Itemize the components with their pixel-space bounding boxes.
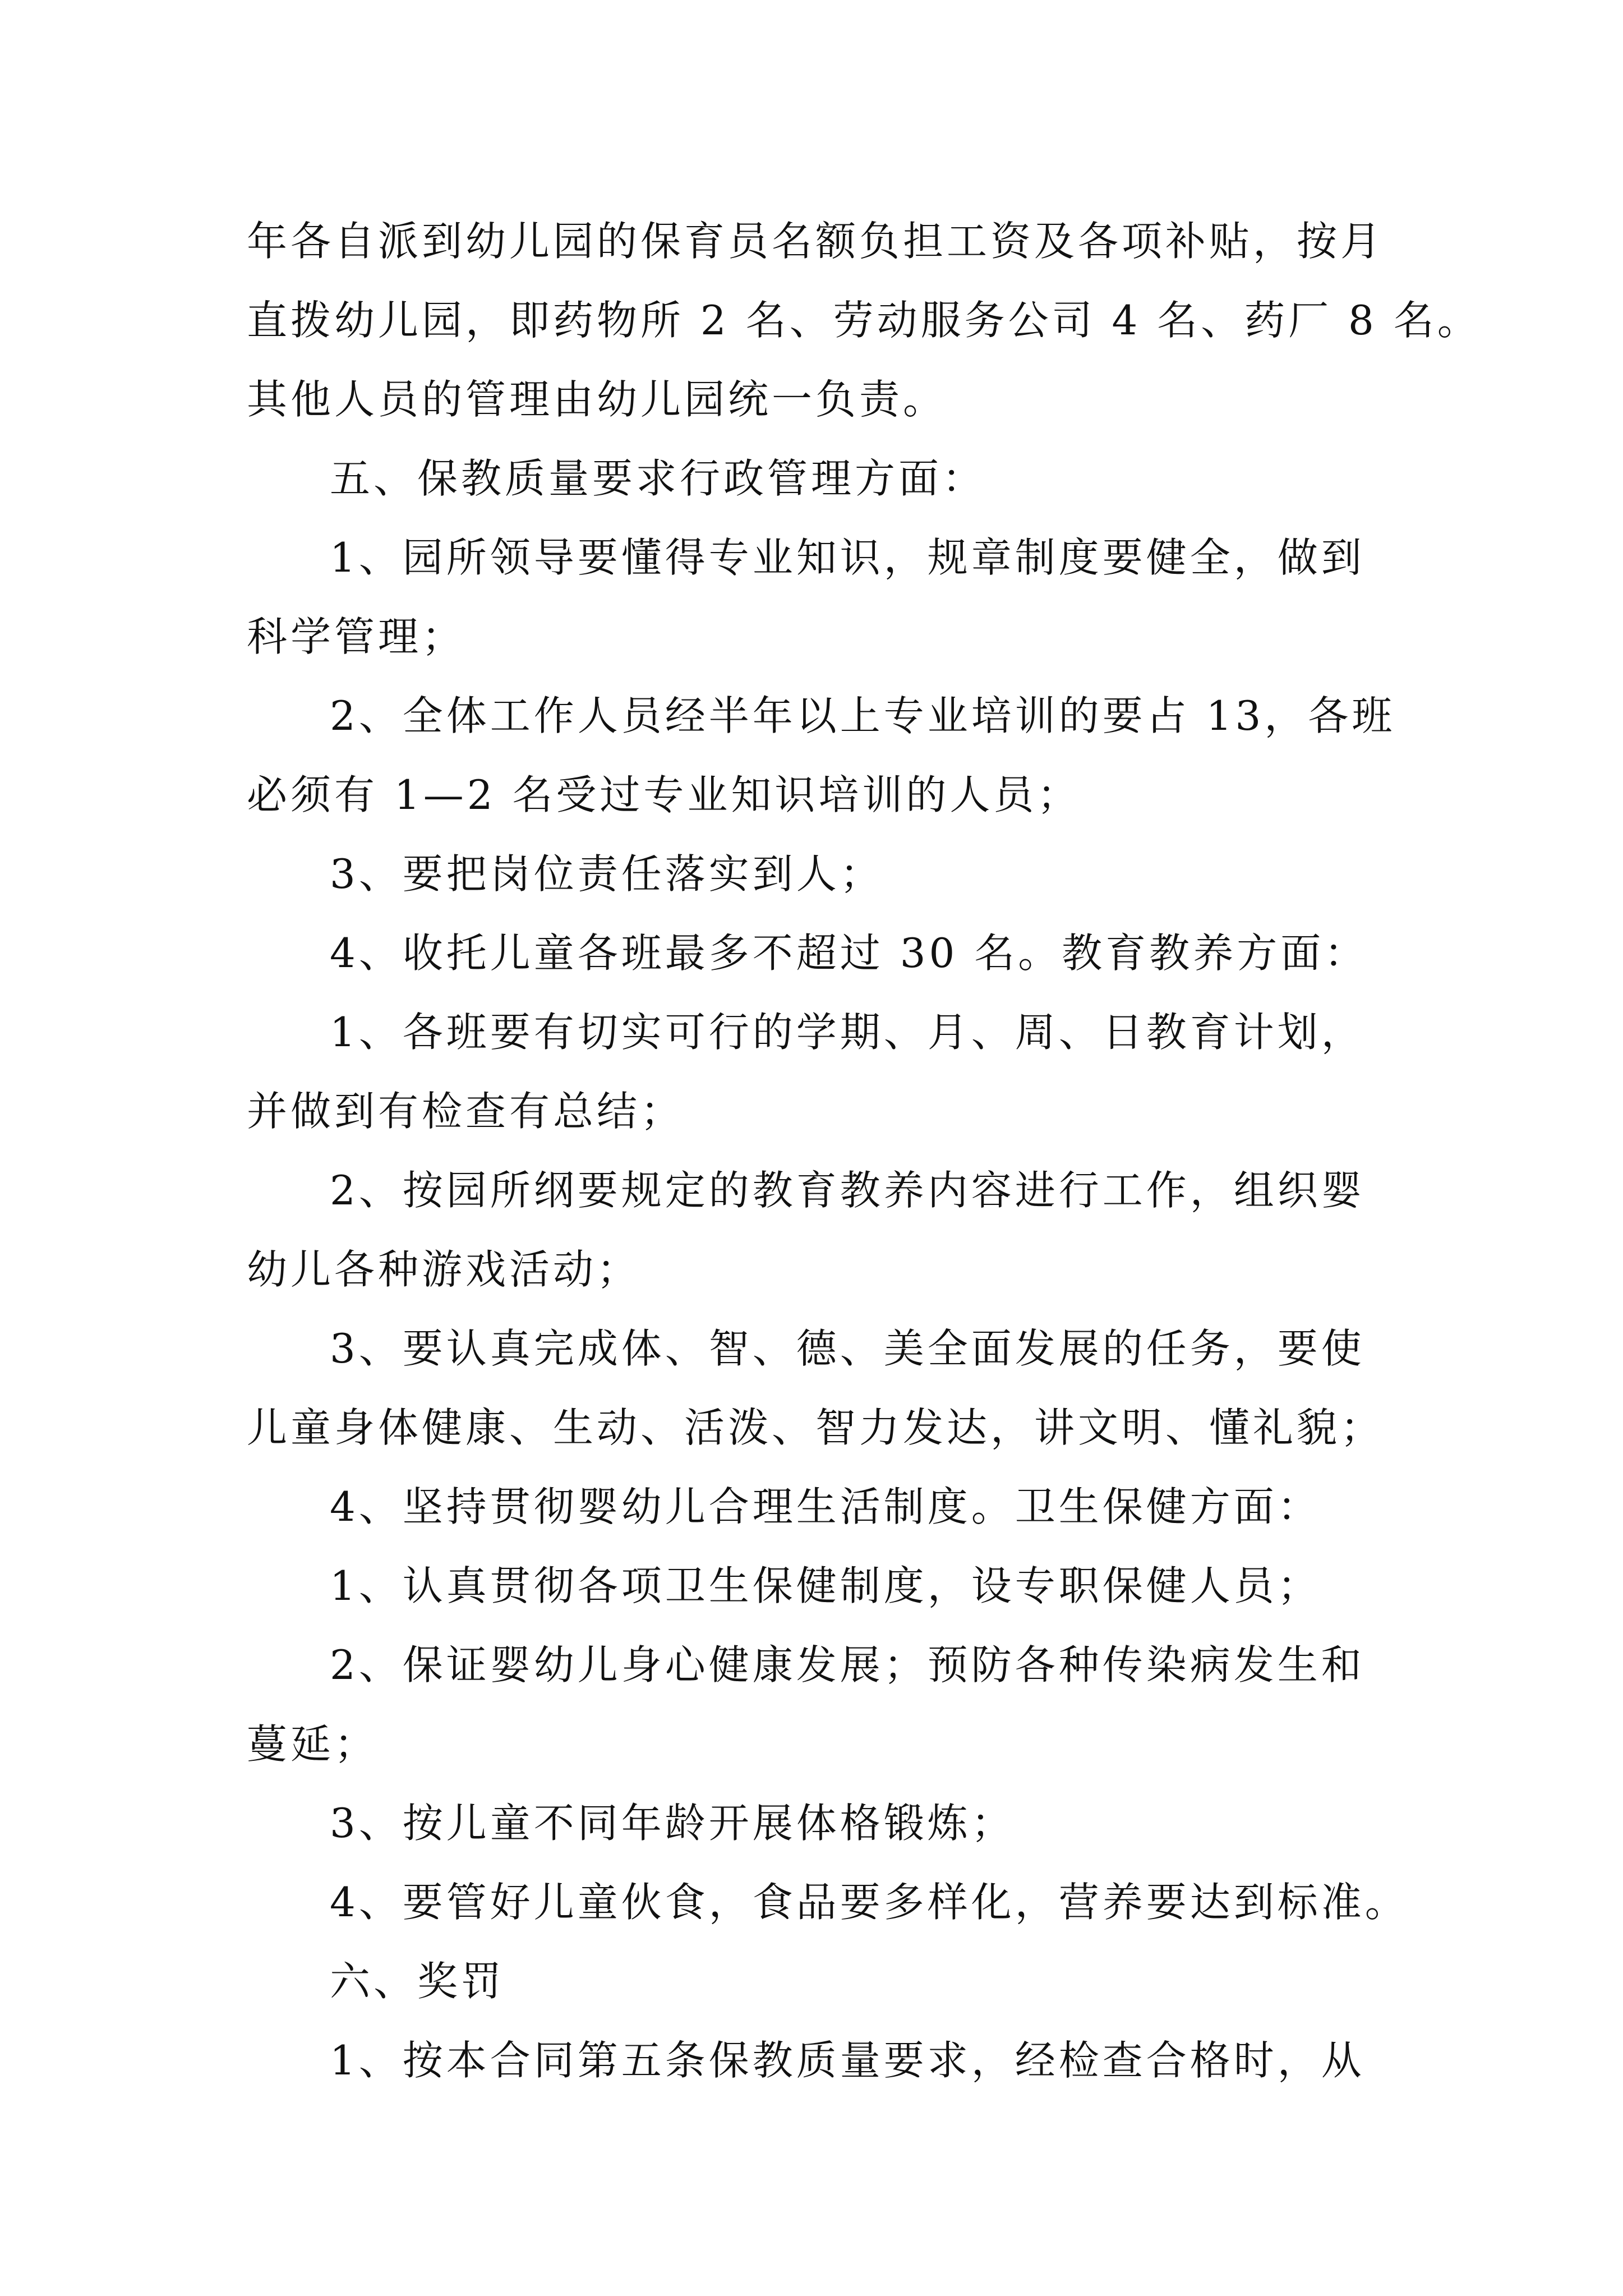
text-line: 1、园所领导要懂得专业知识，规章制度要健全，做到 — [330, 534, 1365, 581]
text-line: 1、各班要有切实可行的学期、月、周、日教育计划， — [330, 1009, 1365, 1056]
text-line: 六、奖罚 — [330, 1958, 505, 2005]
text-line: 幼儿各种游戏活动； — [247, 1246, 641, 1293]
text-line: 3、要认真完成体、智、德、美全面发展的任务，要使 — [330, 1325, 1365, 1372]
text-line: 4、收托儿童各班最多不超过 30 名。教育教养方面： — [330, 930, 1368, 977]
text-line: 科学管理； — [247, 613, 466, 660]
text-line: 五、保教质量要求行政管理方面： — [330, 455, 986, 502]
text-line: 2、全体工作人员经半年以上专业培训的要占 13，各班 — [330, 692, 1396, 739]
text-line: 2、按园所纲要规定的教育教养内容进行工作，组织婴 — [330, 1167, 1365, 1214]
text-line: 直拨幼儿园，即药物所 2 名、劳动服务公司 4 名、药厂 8 名。 — [247, 297, 1481, 344]
text-line: 必须有 1—2 名受过专业知识培训的人员； — [247, 771, 1081, 818]
text-line: 1、按本合同第五条保教质量要求，经检查合格时，从 — [330, 2037, 1365, 2084]
text-line: 2、保证婴幼儿身心健康发展；预防各种传染病发生和 — [330, 1641, 1365, 1688]
text-line: 3、要把岗位责任落实到人； — [330, 850, 884, 898]
text-line: 其他人员的管理由幼儿园统一负责。 — [247, 376, 947, 423]
text-line: 并做到有检查有总结； — [247, 1088, 685, 1135]
text-line: 4、坚持贯彻婴幼儿合理生活制度。卫生保健方面： — [330, 1483, 1321, 1530]
text-line: 儿童身体健康、生动、活泼、智力发达，讲文明、懂礼貌； — [247, 1404, 1385, 1451]
text-line: 4、要管好儿童伙食，食品要多样化，营养要达到标准。 — [330, 1879, 1409, 1926]
text-line: 3、按儿童不同年龄开展体格锻炼； — [330, 1800, 1015, 1847]
text-line: 1、认真贯彻各项卫生保健制度，设专职保健人员； — [330, 1562, 1321, 1609]
text-line: 蔓延； — [247, 1720, 379, 1768]
text-line: 年各自派到幼儿园的保育员名额负担工资及各项补贴，按月 — [247, 218, 1385, 265]
document-body — [247, 202, 1481, 2100]
